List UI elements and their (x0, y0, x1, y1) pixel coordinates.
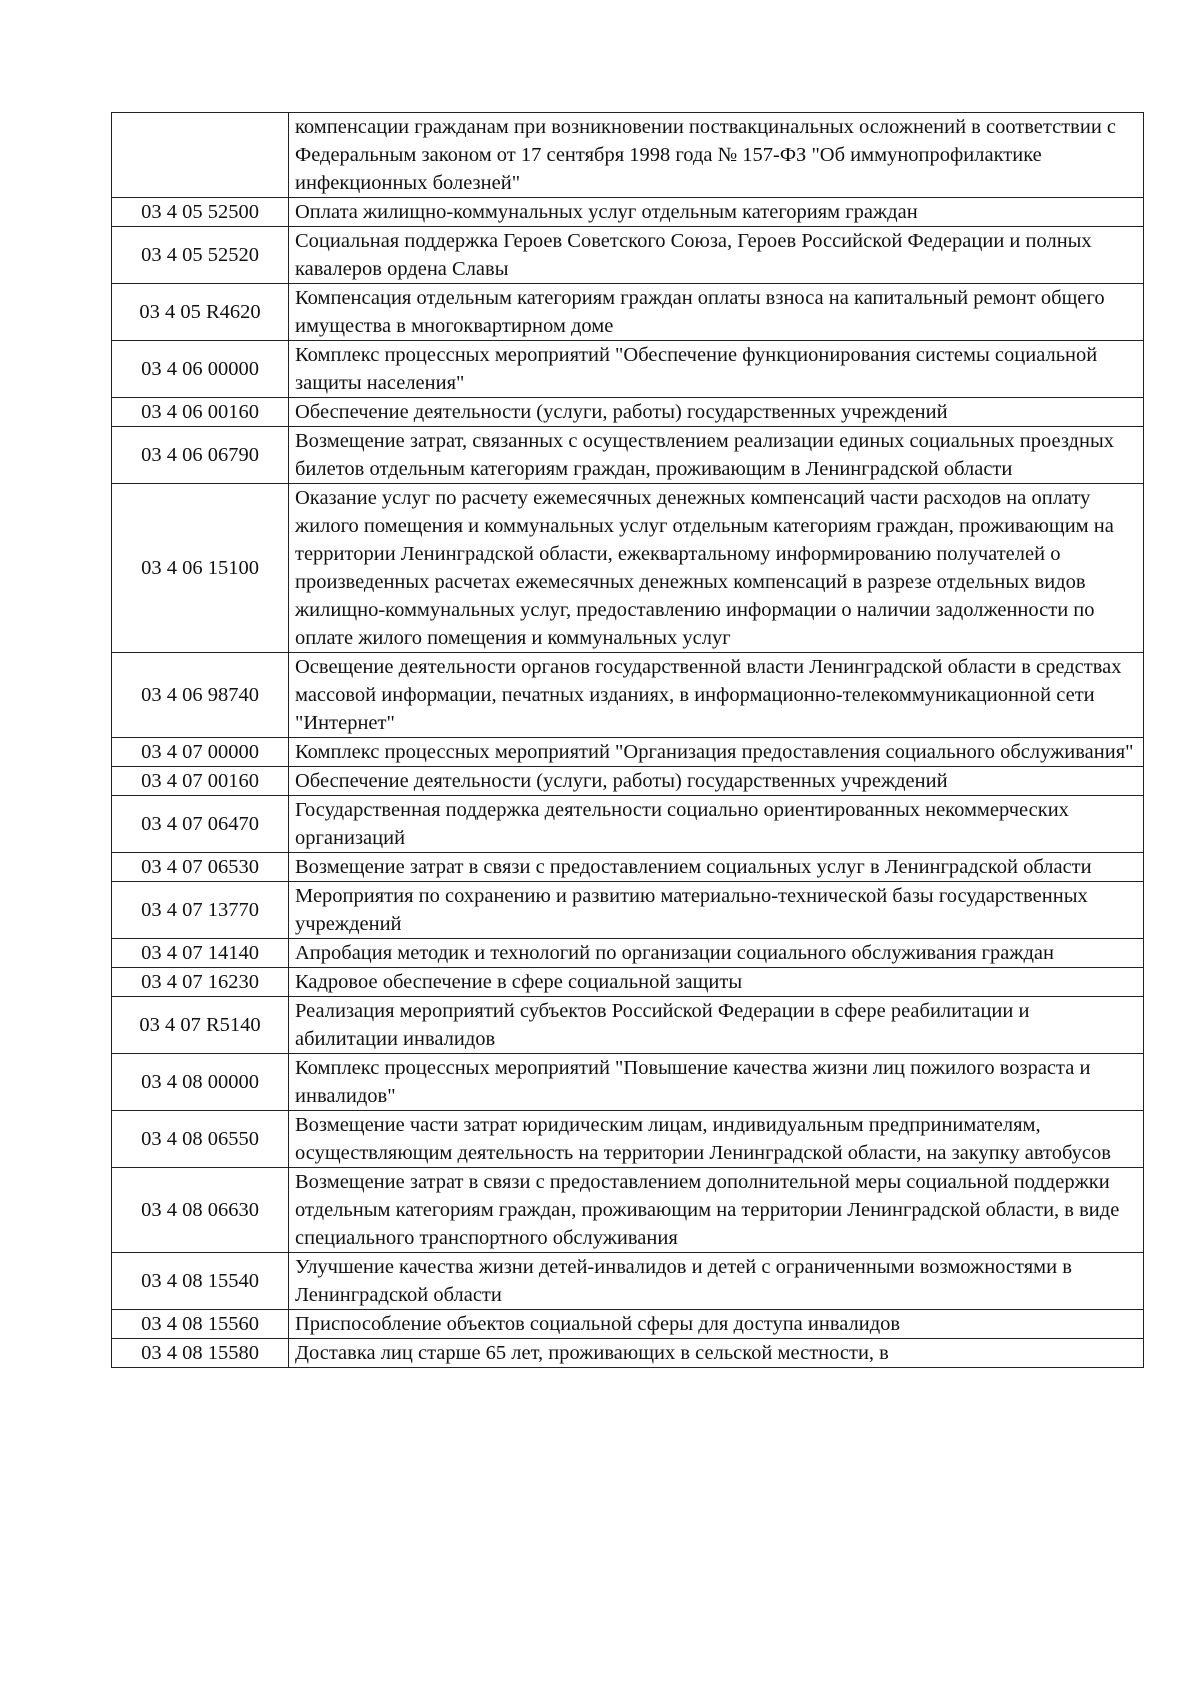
table-row (112, 284, 1144, 341)
table-row (112, 968, 1144, 997)
description-cell: Компенсация отдельным категориям граждан оплаты взноса на капитальный ремонт общего имущества в многоквартирном доме (289, 284, 1144, 341)
code-cell: 03 4 08 06550 (112, 1111, 289, 1168)
code-cell: 03 4 08 15560 (112, 1310, 289, 1339)
description-cell: Возмещение затрат в связи с предоставлением социальных услуг в Ленинградской области (289, 853, 1144, 882)
table-row (112, 796, 1144, 853)
description-cell: Возмещение затрат, связанных с осуществлением реализации единых социальных проездных билетов отдельным категориям граждан, проживающим в Ленинградской области (289, 427, 1144, 484)
description-cell: Апробация методик и технологий по организации социального обслуживания граждан (289, 939, 1144, 968)
code-cell: 03 4 06 15100 (112, 484, 289, 653)
code-cell: 03 4 08 00000 (112, 1054, 289, 1111)
description-cell: Доставка лиц старше 65 лет, проживающих в сельской местности, в (289, 1339, 1144, 1368)
document-page (111, 112, 1144, 1368)
code-cell: 03 4 06 00160 (112, 398, 289, 427)
description-cell: Государственная поддержка деятельности социально ориентированных некоммерческих организаций (289, 796, 1144, 853)
code-cell: 03 4 05 R4620 (112, 284, 289, 341)
table-row (112, 227, 1144, 284)
code-cell: 03 4 07 00160 (112, 767, 289, 796)
code-cell: 03 4 07 16230 (112, 968, 289, 997)
table-row (112, 484, 1144, 653)
code-cell (112, 113, 289, 198)
table-row (112, 398, 1144, 427)
table-row (112, 997, 1144, 1054)
code-cell: 03 4 07 13770 (112, 882, 289, 939)
description-cell: Комплекс процессных мероприятий "Повышение качества жизни лиц пожилого возраста и инвалидов" (289, 1054, 1144, 1111)
description-cell: компенсации гражданам при возникновении поствакцинальных осложнений в соответствии с Федеральным законом от 17 сентября 1998 года № 157-ФЗ "Об иммунопрофилактике инфекционных болезней" (289, 113, 1144, 198)
code-cell: 03 4 06 00000 (112, 341, 289, 398)
description-cell: Социальная поддержка Героев Советского Союза, Героев Российской Федерации и полных кавалеров ордена Славы (289, 227, 1144, 284)
description-cell: Реализация мероприятий субъектов Российской Федерации в сфере реабилитации и абилитации инвалидов (289, 997, 1144, 1054)
table-row (112, 853, 1144, 882)
description-cell: Освещение деятельности органов государственной власти Ленинградской области в средствах массовой информации, печатных изданиях, в информационно-телекоммуникационной сети "Интернет" (289, 653, 1144, 738)
description-cell: Возмещение затрат в связи с предоставлением дополнительной меры социальной поддержки отдельным категориям граждан, проживающим на территории Ленинградской области, в виде специального транспортного обслуживания (289, 1168, 1144, 1253)
code-cell: 03 4 05 52500 (112, 198, 289, 227)
table-row (112, 738, 1144, 767)
description-cell: Кадровое обеспечение в сфере социальной защиты (289, 968, 1144, 997)
table-row (112, 198, 1144, 227)
table-row (112, 882, 1144, 939)
code-cell: 03 4 07 14140 (112, 939, 289, 968)
table-row (112, 1339, 1144, 1368)
description-cell: Приспособление объектов социальной сферы для доступа инвалидов (289, 1310, 1144, 1339)
description-cell: Улучшение качества жизни детей-инвалидов и детей с ограниченными возможностями в Ленинградской области (289, 1253, 1144, 1310)
table-row (112, 939, 1144, 968)
code-cell: 03 4 08 15540 (112, 1253, 289, 1310)
description-cell: Мероприятия по сохранению и развитию материально-технической базы государственных учреждений (289, 882, 1144, 939)
table-row (112, 1054, 1144, 1111)
code-cell: 03 4 06 06790 (112, 427, 289, 484)
budget-code-table (111, 112, 1144, 1368)
table-row (112, 767, 1144, 796)
description-cell: Оплата жилищно-коммунальных услуг отдельным категориям граждан (289, 198, 1144, 227)
table-row (112, 1310, 1144, 1339)
table-row (112, 427, 1144, 484)
code-cell: 03 4 07 00000 (112, 738, 289, 767)
table-row (112, 341, 1144, 398)
description-cell: Комплекс процессных мероприятий "Обеспечение функционирования системы социальной защиты населения" (289, 341, 1144, 398)
code-cell: 03 4 07 R5140 (112, 997, 289, 1054)
table-row (112, 1168, 1144, 1253)
table-row (112, 113, 1144, 198)
code-cell: 03 4 06 98740 (112, 653, 289, 738)
code-cell: 03 4 08 06630 (112, 1168, 289, 1253)
code-cell: 03 4 07 06470 (112, 796, 289, 853)
table-row (112, 1111, 1144, 1168)
description-cell: Оказание услуг по расчету ежемесячных денежных компенсаций части расходов на оплату жилого помещения и коммунальных услуг отдельным категориям граждан, проживающим на территории Ленинградской области, ежеквартальному информированию получателей о произведенных расчетах ежемесячных денежных компенсаций в разрезе отдельных видов жилищно-коммунальных услуг, предоставлению информации о наличии задолженности по оплате жилого помещения и коммунальных услуг (289, 484, 1144, 653)
description-cell: Комплекс процессных мероприятий "Организация предоставления социального обслуживания" (289, 738, 1144, 767)
code-cell: 03 4 08 15580 (112, 1339, 289, 1368)
code-cell: 03 4 05 52520 (112, 227, 289, 284)
code-cell: 03 4 07 06530 (112, 853, 289, 882)
table-row (112, 1253, 1144, 1310)
description-cell: Обеспечение деятельности (услуги, работы) государственных учреждений (289, 767, 1144, 796)
table-row (112, 653, 1144, 738)
description-cell: Возмещение части затрат юридическим лицам, индивидуальным предпринимателям, осуществляющим деятельность на территории Ленинградской области, на закупку автобусов (289, 1111, 1144, 1168)
description-cell: Обеспечение деятельности (услуги, работы) государственных учреждений (289, 398, 1144, 427)
